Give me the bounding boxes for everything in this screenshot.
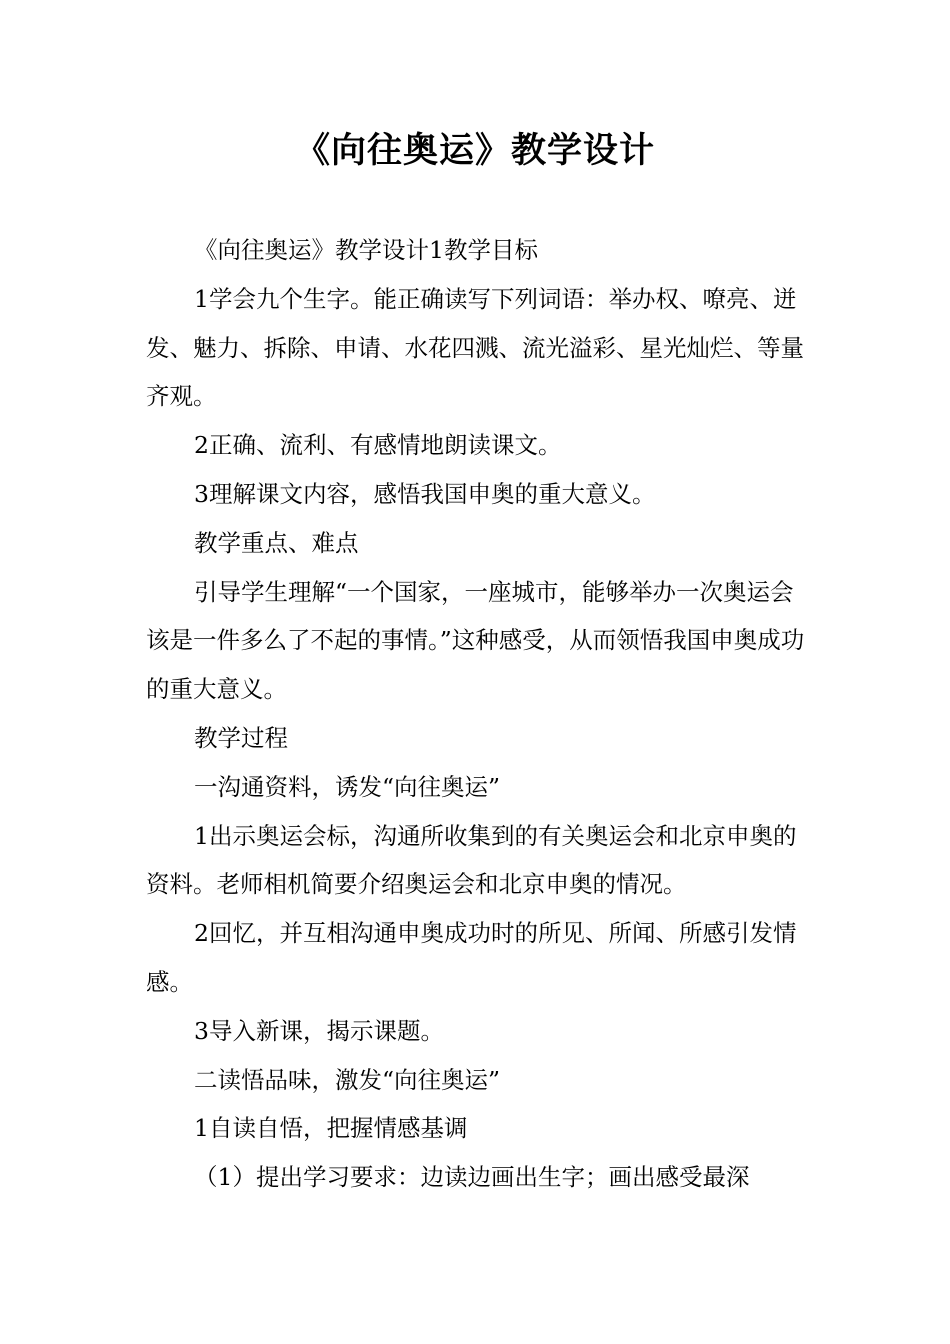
paragraph: 2回忆，并互相沟通申奥成功时的所见、所闻、所感引发情感。 (146, 919, 797, 996)
paragraph: 1学会九个生字。能正确读写下列词语：举办权、嘹亮、迸发、魅力、拆除、申请、水花四溅、流光溢彩、星光灿烂、等量齐观。 (146, 284, 804, 411)
paragraph: （1）提出学习要求：边读边画出生字；画出感受最深 (194, 1163, 750, 1192)
paragraph: 二读悟品味，激发“向往奥运” (194, 1065, 501, 1094)
paragraph: 3导入新课，揭示课题。 (194, 1016, 444, 1045)
document-title: 《向往奥运》教学设计 (294, 131, 655, 171)
paragraph: 3理解课文内容，感悟我国申奥的重大意义。 (194, 479, 656, 508)
paragraph: 1出示奥运会标，沟通所收集到的有关奥运会和北京申奥的资料。老师相机简要介绍奥运会和北京申奥的情况。 (146, 821, 797, 899)
paragraph: 引导学生理解“一个国家，一座城市，能够举办一次奥运会该是一件多么了不起的事情。”这种感受，从而领悟我国申奥成功的重大意义。 (146, 577, 805, 704)
paragraph: 2正确、流利、有感情地朗读课文。 (194, 431, 562, 460)
document-body (146, 226, 810, 1202)
paragraph: 1自读自悟，把握情感基调 (194, 1114, 468, 1143)
paragraph: 一沟通资料，诱发“向往奥运” (194, 772, 501, 801)
paragraph: 教学过程 (194, 723, 288, 752)
paragraph: 教学重点、难点 (194, 528, 359, 557)
paragraph: 《向往奥运》教学设计1教学目标 (194, 236, 538, 264)
